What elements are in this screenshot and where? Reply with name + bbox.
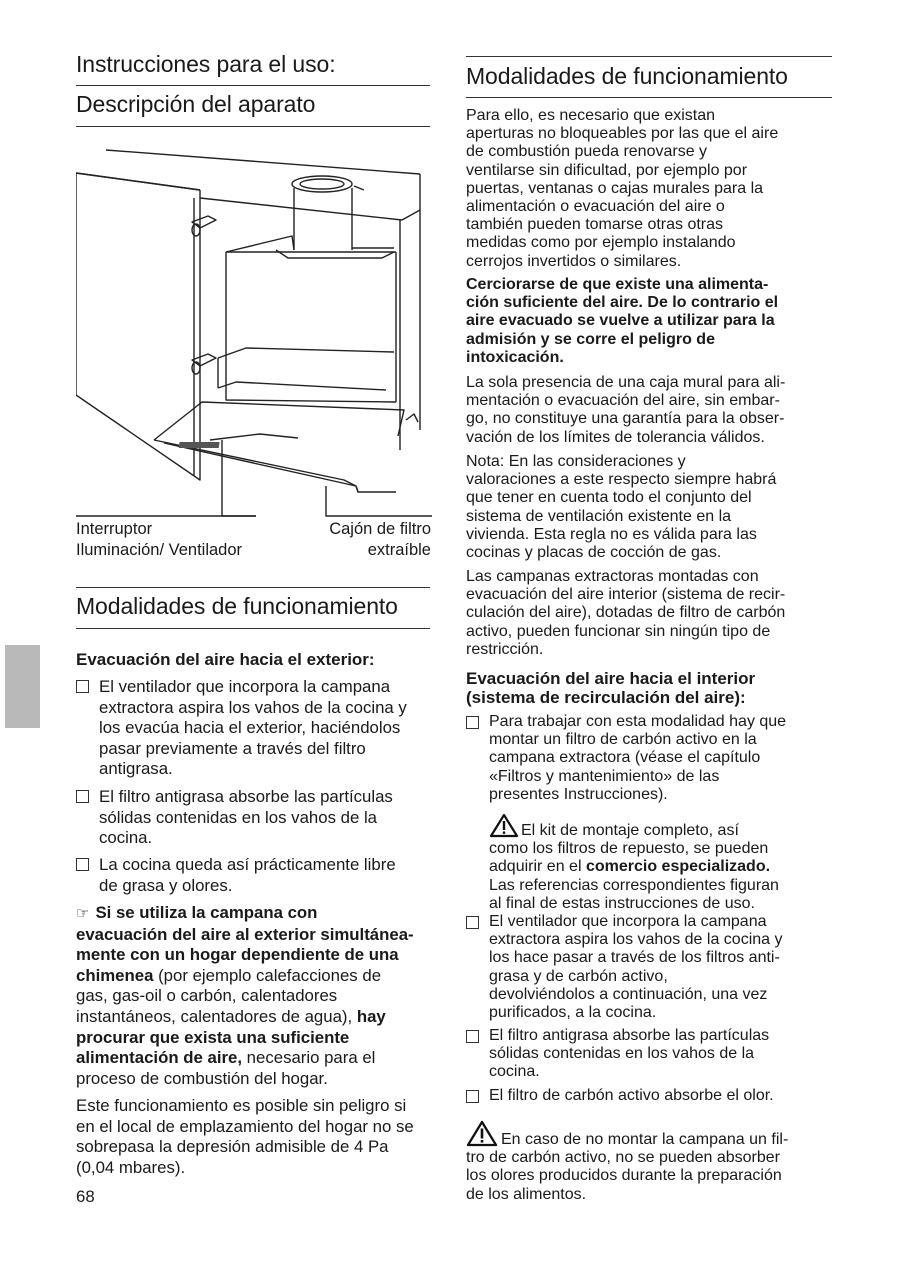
line: cocina.: [99, 828, 153, 848]
line-bold: alimentación de aire,: [76, 1048, 243, 1068]
paragraph-openings: [466, 107, 836, 271]
line-rest: necesario para el: [242, 1048, 376, 1068]
line-rest: instantáneos, calentadores de agua),: [76, 1006, 353, 1026]
subheading-exterior: Evacuación del aire hacia el exterior:: [76, 650, 375, 669]
line: también pueden tomarse otras otras: [466, 216, 724, 234]
divider: [76, 126, 430, 127]
line: extractora aspira los vahos de la cocina y: [489, 931, 783, 949]
line: alimentación o evacuación del aire o: [466, 198, 725, 216]
line: medidas como por ejemplo instalando: [466, 234, 736, 252]
line: tro de carbón activo, no se pueden absorber: [466, 1149, 780, 1167]
figure-label-line: Interruptor: [76, 520, 153, 538]
list-item: [76, 787, 446, 849]
right-section-title: Modalidades de funcionamiento: [466, 63, 788, 89]
line: Cerciorarse de que existe una alimenta-: [466, 276, 769, 293]
appliance-illustration: [76, 140, 432, 518]
line: Evacuación del aire hacia el interior: [466, 669, 756, 688]
line: activo, pueden funcionar sin ningún tipo de: [466, 622, 771, 640]
line: Si se utiliza la campana con: [95, 903, 318, 922]
line: (0,04 mbares).: [76, 1157, 186, 1177]
line: los hace pasar a través de los filtros anti-: [489, 949, 780, 967]
line: gas, gas-oil o carbón, calentadores: [76, 986, 338, 1006]
line: grasa y de carbón activo,: [489, 967, 668, 985]
chimney-note: [76, 903, 448, 1089]
line: El filtro de carbón activo absorbe el olor.: [489, 1087, 774, 1104]
line: go, no constituye una garantía para la obser-: [466, 410, 785, 428]
line: Este funcionamiento es posible sin peligro si: [76, 1096, 407, 1115]
page-number: 68: [76, 1187, 95, 1206]
list-item: [466, 913, 838, 1022]
checkbox-bullet-icon: [76, 680, 89, 693]
line: los evacúa hacia el exterior, haciéndolos: [99, 718, 401, 738]
line-bold: hay: [352, 1006, 386, 1026]
line: La cocina queda así prácticamente libre: [99, 855, 396, 874]
line: Las campanas extractoras montadas con: [466, 568, 759, 585]
line: devolviéndolos a continuación, una vez: [489, 985, 768, 1003]
line: Para ello, es necesario que existan: [466, 107, 716, 124]
line: El kit de montaje completo, así: [521, 822, 739, 839]
final-paragraph: [76, 1096, 448, 1178]
divider: [76, 628, 430, 629]
line: El filtro antigrasa absorbe las partículas: [99, 787, 393, 806]
line: de los alimentos.: [466, 1185, 587, 1203]
line: como los filtros de repuesto, se pueden: [489, 840, 769, 858]
line: de grasa y olores.: [99, 875, 233, 895]
line: valoraciones a este respecto siempre habrá: [466, 471, 777, 489]
line: aperturas no bloqueables por las que el aire: [466, 125, 779, 143]
line: «Filtros y mantenimiento» de las: [489, 767, 720, 785]
paragraph-wall-box: [466, 374, 836, 447]
figure-label-switch: [76, 519, 242, 560]
paragraph-note: [466, 453, 836, 562]
list-item: [466, 713, 838, 804]
warning-paragraph: [466, 276, 836, 367]
list-item: [76, 855, 446, 896]
warning-triangle-icon: [466, 1120, 498, 1147]
line: de combustión pueda renovarse y: [466, 143, 708, 161]
line: purificados, a la cocina.: [489, 1004, 657, 1022]
line: sólidas contenidas en los vahos de la: [99, 807, 378, 827]
line-bold: chimenea: [76, 965, 154, 985]
line: cocina.: [489, 1063, 540, 1081]
line: evacuación del aire interior (sistema de recir-: [466, 586, 786, 604]
line: procurar que exista una suficiente: [76, 1027, 350, 1047]
line: sistema de ventilación existente en la: [466, 507, 732, 525]
line: Las referencias correspondientes figuran: [489, 876, 779, 894]
divider: [76, 85, 430, 86]
line: ventilarse sin dificultad, por ejemplo por: [466, 161, 748, 179]
pointing-hand-icon: ☞: [76, 905, 90, 922]
divider: [466, 56, 832, 57]
section-title-description: Descripción del aparato: [76, 91, 316, 117]
warning-triangle-icon: [489, 813, 519, 838]
list-item: [76, 677, 446, 780]
list-item: [466, 1027, 838, 1082]
line: La sola presencia de una caja mural para ali-: [466, 374, 786, 391]
line: campana extractora (véase el capítulo: [489, 749, 761, 767]
line: que tener en cuenta todo el conjunto del: [466, 489, 752, 507]
checkbox-bullet-icon: [76, 858, 89, 871]
checkbox-bullet-icon: [466, 716, 479, 729]
line: vivienda. Esta regla no es válida para las: [466, 525, 757, 543]
divider: [76, 587, 430, 588]
checkbox-bullet-icon: [76, 790, 89, 803]
line: En caso de no montar la campana un fil-: [501, 1131, 789, 1148]
side-tab-marker: [5, 645, 40, 728]
line: El ventilador que incorpora la campana: [99, 677, 391, 696]
line-bold: comercio especializado.: [585, 858, 771, 876]
line: antigrasa.: [99, 759, 173, 779]
paragraph-recirculation: [466, 568, 836, 659]
line: ción suficiente del aire. De lo contrario el: [466, 294, 779, 312]
line: admisión y se corre el peligro de: [466, 330, 715, 348]
line: sólidas contenidas en los vahos de la: [489, 1045, 755, 1063]
line: mente con un hogar dependiente de una: [76, 945, 399, 965]
line: El filtro antigrasa absorbe las partículas: [489, 1027, 770, 1044]
line: presentes Instrucciones).: [489, 785, 668, 803]
line: aire evacuado se vuelve a utilizar para la: [466, 312, 775, 330]
line: mentación o evacuación del aire, sin embar-: [466, 392, 780, 410]
checkbox-bullet-icon: [466, 916, 479, 929]
line: en el local de emplazamiento del hogar no se: [76, 1116, 414, 1136]
figure-label-line: Cajón de filtro: [329, 520, 431, 538]
subheading-interior: [466, 669, 846, 707]
warning-no-carbon-filter: [466, 1120, 838, 1204]
checkbox-bullet-icon: [466, 1030, 479, 1043]
line: proceso de combustión del hogar.: [76, 1068, 328, 1088]
figure-label-filter-drawer: [250, 519, 431, 560]
line: restricción.: [466, 640, 544, 658]
line: puertas, ventanas o cajas murales para la: [466, 179, 764, 197]
line: El ventilador que incorpora la campana: [489, 913, 767, 930]
line-rest: adquirir en el: [489, 858, 586, 876]
line: vación de los límites de tolerancia válidos.: [466, 428, 765, 446]
line: (sistema de recirculación del aire):: [466, 688, 746, 707]
line: cerrojos invertidos o similares.: [466, 252, 682, 270]
line: evacuación del aire al exterior simultánea-: [76, 924, 414, 944]
list-item: [466, 1087, 838, 1105]
line: pasar previamente a través del filtro: [99, 738, 366, 758]
line: sobrepasa la depresión admisible de 4 Pa: [76, 1137, 389, 1157]
section-title-modes: Modalidades de funcionamiento: [76, 593, 398, 619]
line: cocinas y placas de cocción de gas.: [466, 544, 722, 562]
line: Para trabajar con esta modalidad hay que: [489, 713, 787, 730]
line: los olores producidos durante la preparación: [466, 1167, 782, 1185]
line: montar un filtro de carbón activo en la: [489, 731, 757, 749]
line: Nota: En las consideraciones y: [466, 453, 686, 470]
divider: [466, 97, 832, 98]
checkbox-bullet-icon: [466, 1090, 479, 1103]
header-title: Instrucciones para el uso:: [76, 51, 336, 77]
line: culación del aire), dotadas de filtro de carbón: [466, 604, 786, 622]
line: extractora aspira los vahos de la cocina y: [99, 697, 407, 717]
line: intoxicación.: [466, 348, 564, 366]
figure-label-line: Iluminación/ Ventilador: [76, 540, 243, 559]
figure-label-line: extraíble: [367, 540, 431, 559]
line-rest: (por ejemplo calefacciones de: [153, 965, 382, 985]
line: al final de estas instrucciones de uso.: [489, 894, 755, 912]
warning-kit-note: [489, 813, 839, 913]
